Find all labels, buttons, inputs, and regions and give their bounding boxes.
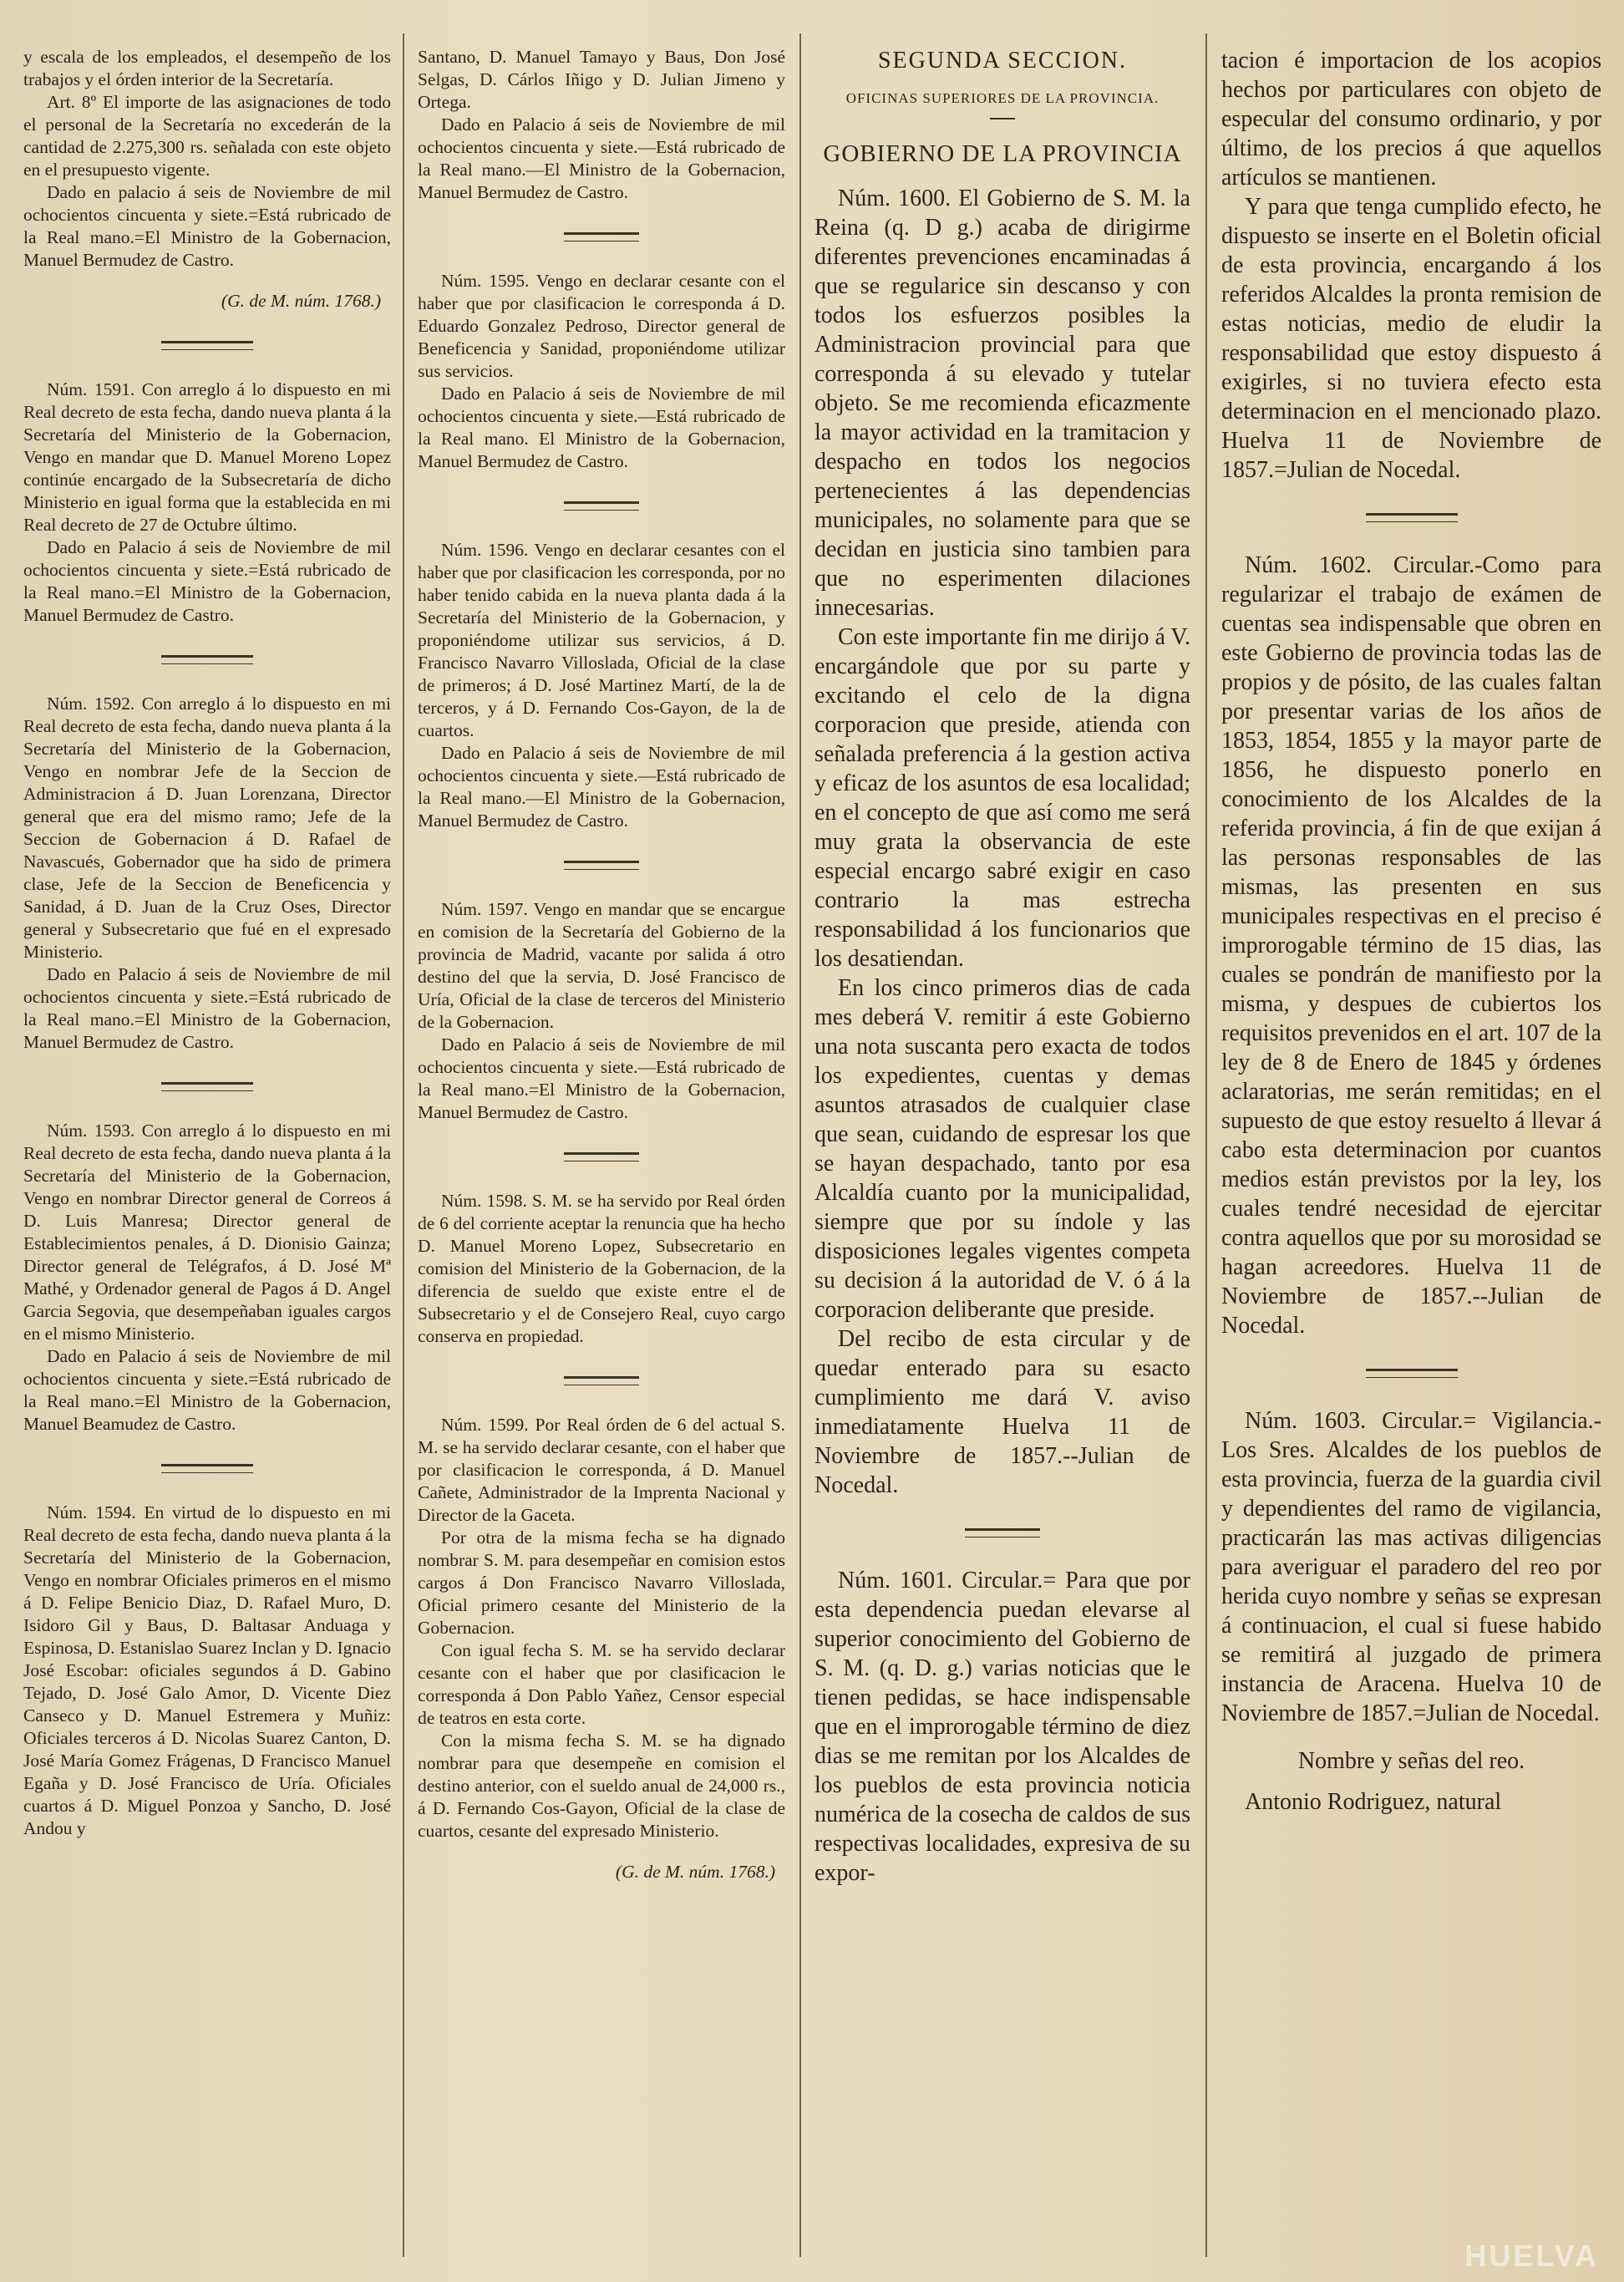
paragraph: Y para que tenga cumplido efecto, he dispuesto se inserte en el Boletin oficial de esta provincia, encargando á los referidos Alcaldes la pronta remision de estas noticias, medio de eludir la responsabilidad que estoy dispuesto á exigirles, si no tuviera efecto esta determinacion en el mencionado plazo. Huelva 11 de Noviembre de 1857.=Julian de Nocedal. xyxy=(1221,194,1601,483)
paragraph: Con la misma fecha S. M. se ha dignado nombrar para que desempeñe en comision el destino anterior, con el sueldo anual de 24,000 rs., á D. Fernando Cos-Gayon, Oficial de la clase de cuartos, cesante del expresado Ministerio. xyxy=(418,1731,785,1841)
separator xyxy=(564,1152,639,1161)
decree-1599: Núm. 1599. Por Real órden de 6 del actual S. M. se ha servido declarar cesante, con el haber que por clasificacion le corresponda, á D. Manuel Cañete, Administrador de la Imprenta Nacional y Director de la Gaceta. xyxy=(418,1415,785,1525)
separator xyxy=(161,1464,253,1473)
column-rule xyxy=(799,33,801,2257)
paragraph: En los cinco primeros dias de cada mes deberá V. remitir á este Gobierno una nota suscanta pero exacta de todos los expedientes, cuentas y demas asuntos atrasados de cualquier clase que sean, cuidando de espresar los que se hayan despachado, tanto por esa Alcaldía cuanto por la municipalidad, siempre que por su índole y las disposiciones legales vigentes competa su decision á la autoridad de V. ó á la corporacion deliberante que preside. xyxy=(815,975,1190,1323)
government-heading: GOBIERNO DE LA PROVINCIA xyxy=(823,140,1182,167)
separator xyxy=(161,341,253,350)
separator xyxy=(161,1082,253,1091)
decree-1595: Núm. 1595. Vengo en declarar cesante con el haber que por clasificacion le corresponda á D. Eduardo Gonzalez Pedroso, Director general de Beneficencia y Sanidad, proponiéndome utilizar sus servicios. xyxy=(418,271,785,381)
paragraph: Con este importante fin me dirijo á V. encargándole que por su parte y excitando el celo de la digna corporacion que preside, atienda con señalada preferencia á la gestion activa y eficaz de los asuntos de esa localidad; en el concepto de que así como me será muy grata la observancia de este especial encargo sabré exigir en caso contrario la mas estrecha responsabilidad á los funcionarios que los desatiendan. xyxy=(815,624,1190,972)
paragraph: Dado en Palacio á seis de Noviembre de mil ochocientos cincuenta y siete.—Está rubricado de la Real mano.=El Ministro de la Gobernacion, Manuel Bermudez de Castro. xyxy=(418,1034,785,1122)
paragraph: Por otra de la misma fecha se ha dignado nombrar S. M. para desempeñar en comision estos cargos á Don Francisco Navarro Villoslada, Oficial primero cesante del Ministerio de la Gobernacion. xyxy=(418,1527,785,1638)
paragraph: Con igual fecha S. M. se ha servido declarar cesante con el haber que por clasificacion le corresponda á Don Pablo Yañez, Censor especial de teatros en esta corte. xyxy=(418,1640,785,1728)
paragraph: Dado en Palacio á seis de Noviembre de mil ochocientos cincuenta y siete.—Está rubricado de la Real mano. El Ministro de la Gobernacion, Manuel Bermudez de Castro. xyxy=(418,384,785,471)
column-rule xyxy=(1205,33,1207,2257)
paragraph: Santano, D. Manuel Tamayo y Baus, Don José Selgas, D. Cárlos Iñigo y D. Julian Jimeno y Ortega. xyxy=(418,47,785,112)
decree-1598: Núm. 1598. S. M. se ha servido por Real órden de 6 del corriente aceptar la renuncia que ha hecho D. Manuel Moreno Lopez, Subsecretario en comision del Ministerio de la Gobernacion, de la diferencia de sueldo que existe entre el de Subsecretario y el de Consejero Real, cuyo cargo conserva en propiedad. xyxy=(418,1191,785,1346)
citation: (G. de M. núm. 1768.) xyxy=(615,1862,775,1882)
paragraph: Dado en Palacio á seis de Noviembre de mil ochocientos cincuenta y siete.=Está rubricado de la Real mano.=El Ministro de la Gobernacion, Manuel Bermudez de Castro. xyxy=(23,964,391,1052)
column-3 xyxy=(815,46,1190,2249)
paragraph: Del recibo de esta circular y de quedar enterado para su esacto cumplimiento me dará V. aviso inmediatamente Huelva 11 de Noviembre de 1857.--Julian de Nocedal. xyxy=(815,1326,1190,1498)
paragraph: y escala de los empleados, el desempeño de los trabajos y el órden interior de la Secretaría. xyxy=(23,47,391,89)
column-1 xyxy=(23,46,391,2249)
paragraph: Dado en Palacio á seis de Noviembre de mil ochocientos cincuenta y siete.=Está rubricado de la Real mano.=El Ministro de la Gobernacion, Manuel Bermudez de Castro. xyxy=(23,537,391,625)
paragraph: Dado en Palacio á seis de Noviembre de mil ochocientos cincuenta y siete.=Está rubricado de la Real mano.=El Ministro de la Gobernacion, Manuel Beamudez de Castro. xyxy=(23,1346,391,1434)
separator xyxy=(965,1528,1040,1537)
separator xyxy=(564,232,639,241)
paragraph: tacion é importacion de los acopios hechos por particulares con objeto de especular del consumo ordinario, y por último, de los precios á que aquellos artículos se mantienen. xyxy=(1221,48,1601,191)
citation: (G. de M. núm. 1768.) xyxy=(221,291,381,311)
separator xyxy=(1366,513,1458,522)
column-4 xyxy=(1221,46,1601,2249)
column-2 xyxy=(418,46,785,2249)
circular-1603: Núm. 1603. Circular.= Vigilancia.- Los Sres. Alcaldes de los pueblos de esta provincia, fuerza de la guardia civil y dependientes del ramo de vigilancia, practicarán las mas activas diligencias para averiguar el paradero del reo por herida cuyo nombre y señas se expresan á continuacion, el cual si fuese habido se remitirá al juzgado de primera instancia de Aracena. Huelva 10 de Noviembre de 1857.=Julian de Nocedal. xyxy=(1221,1408,1601,1726)
decree-1591: Núm. 1591. Con arreglo á lo dispuesto en mi Real decreto de esta fecha, dando nueva planta á la Secretaría del Ministerio de la Gobernacion, Vengo en mandar que D. Manuel Moreno Lopez continúe encargado de la Subsecretaría de dicho Ministerio en igual forma que la establecida en mi Real decreto de 27 de Octubre último. xyxy=(23,379,391,535)
decree-1596: Núm. 1596. Vengo en declarar cesantes con el haber que por clasificacion les corresponda, por no haber tenido cabida en la nueva planta dada á la Secretaría del Ministerio de la Gobernacion, y proponiéndome utilizar sus servicios, á D. Francisco Navarro Villoslada, Oficial de la clase de primeros; á D. José Martinez Martí, de la de terceros, y á D. Fernando Cos-Gayon, de la de cuartos. xyxy=(418,540,785,740)
separator xyxy=(564,861,639,870)
watermark-logo: HUELVA xyxy=(1464,2239,1599,2273)
circular-1602: Núm. 1602. Circular.-Como para regularizar el trabajo de exámen de cuentas sea indispensable que obren en este Gobierno de provincia todas las de propios y de pósito, de las cuales faltan por presentar varias de los años de 1853, 1854, 1855 y la mayor parte de 1856, he dispuesto ponerlo en conocimiento de los Alcaldes de la referida provincia, á fin de que exijan á las personas responsables de las mismas, las presenten en sus municipales respectivas en el preciso é improrogable término de 15 dias, las cuales se pondrán de manifiesto por la misma, y despues de cubiertos los requisitos prevenidos en el art. 107 de la ley de 8 de Enero de 1845 y órdenes aclaratorias, me serán remitidas; en el supuesto de que estoy resuelto á llevar á cabo esta determinacion por cuantos medios están previstos por la ley, los cuales tendré necesidad de ejercitar contra aquellos que por su morosidad se hagan acreedores. Huelva 11 de Noviembre de 1857.--Julian de Nocedal. xyxy=(1221,552,1601,1339)
decree-1597: Núm. 1597. Vengo en mandar que se encargue en comision de la Secretaría del Gobierno de la provincia de Madrid, vacante por salida á otro destino del que la servia, D. José Francisco de Uría, Oficial de la clase de terceros del Ministerio de la Gobernacion. xyxy=(418,899,785,1032)
separator xyxy=(1366,1369,1458,1378)
paragraph: Dado en Palacio á seis de Noviembre de mil ochocientos cincuenta y siete.—Está rubricado de la Real mano.—El Ministro de la Gobernacion, Manuel Bermudez de Castro. xyxy=(418,114,785,202)
paragraph: Dado en Palacio á seis de Noviembre de mil ochocientos cincuenta y siete.—Está rubricado de la Real mano.—El Ministro de la Gobernacion, Manuel Bermudez de Castro. xyxy=(418,743,785,831)
separator xyxy=(990,118,1015,119)
decree-1593: Núm. 1593. Con arreglo á lo dispuesto en mi Real decreto de esta fecha, dando nueva planta á la Secretaría del Ministerio de la Gobernacion, Vengo en nombrar Director general de Correos á D. Luis Manresa; Director general de Establecimientos penales, á D. Dionisio Gainza; Director general de Telégrafos, á D. José Mª Mathé, y Ordenador general de Pagos á D. Angel Garcia Segovia, que desempeñaban iguales cargos en el mismo Ministerio. xyxy=(23,1121,391,1344)
paragraph: Dado en palacio á seis de Noviembre de mil ochocientos cincuenta y siete.=Está rubricado de la Real mano.=El Ministro de la Gobernacion, Manuel Bermudez de Castro. xyxy=(23,182,391,270)
section-subtitle: OFICINAS SUPERIORES DE LA PROVINCIA. xyxy=(845,90,1160,106)
column-rule xyxy=(403,33,404,2257)
decree-1592: Núm. 1592. Con arreglo á lo dispuesto en mi Real decreto de esta fecha, dando nueva planta á la Secretaría del Ministerio de la Gobernacion, Vengo en nombrar Jefe de la Seccion de Administracion á D. Juan Lorenzana, Director general que era del mismo ramo; Jefe de la Seccion de Gobernacion á D. Rafael de Navascués, Gobernador que ha sido de primera clase, Jefe de la Seccion de Beneficencia y Sanidad, á D. Juan de la Cruz Oses, Director general y Subsecretario que fué en el expresado Ministerio. xyxy=(23,694,391,962)
separator xyxy=(161,655,253,664)
separator xyxy=(564,1376,639,1385)
reo-heading: Nombre y señas del reo. xyxy=(1297,1748,1525,1774)
reo-name: Antonio Rodriguez, natural xyxy=(1245,1789,1502,1815)
paragraph: Art. 8º El importe de las asignaciones de todo el personal de la Secretaría no excederán de la cantidad de 2.275,300 rs. señalada con este objeto en el presupuesto vigente. xyxy=(23,92,391,180)
circular-1601: Núm. 1601. Circular.= Para que por esta dependencia puedan elevarse al superior conocimiento del Gobierno de S. M. (q. D. g.) varias noticias que le tienen pedidas, se hace indispensable que en el improrogable término de diez dias se me remitan por los Alcaldes de los pueblos de esta provincia noticia numérica de la cosecha de caldos de sus respectivas localidades, expresiva de su expor- xyxy=(815,1568,1190,1886)
decree-1600: Núm. 1600. El Gobierno de S. M. la Reina (q. D g.) acaba de dirigirme diferentes prevenciones encaminadas á que se regularice sin descanso y con todos los esfuerzos posibles la Administracion provincial para que corresponda á su elevado y tutelar objeto. Se me recomienda eficazmente la mayor actividad en la tramitacion y despacho en todos los negocios pertenecientes á las dependencias municipales, no solamente para que se decidan en justicia sino tambien para que no esperimenten dilaciones innecesarias. xyxy=(815,186,1190,621)
decree-1594: Núm. 1594. En virtud de lo dispuesto en mi Real decreto de esta fecha, dando nueva planta á la Secretaría del Ministerio de la Gobernacion, Vengo en nombrar Oficiales primeros en el mismo á D. Felipe Benicio Diaz, D. Rafael Muro, D. Isidoro Gil y Baus, D. Baltasar Anduaga y Espinosa, D. Estanislao Suarez Inclan y D. Ignacio José Escobar: oficiales segundos á D. Gabino Tejado, D. José Galo Amor, D. Vicente Diez Canseco y D. Manuel Estremera y Muñiz: Oficiales terceros á D. Nicolas Suarez Canton, D. José María Gomez Frágenas, D Francisco Manuel Egaña y D. José Francisco de Uría. Oficiales cuartos á D. Miguel Ponzoa y Sancho, D. José Andou y xyxy=(23,1502,391,1838)
section-title: SEGUNDA SECCION. xyxy=(877,48,1128,74)
separator xyxy=(564,501,639,511)
